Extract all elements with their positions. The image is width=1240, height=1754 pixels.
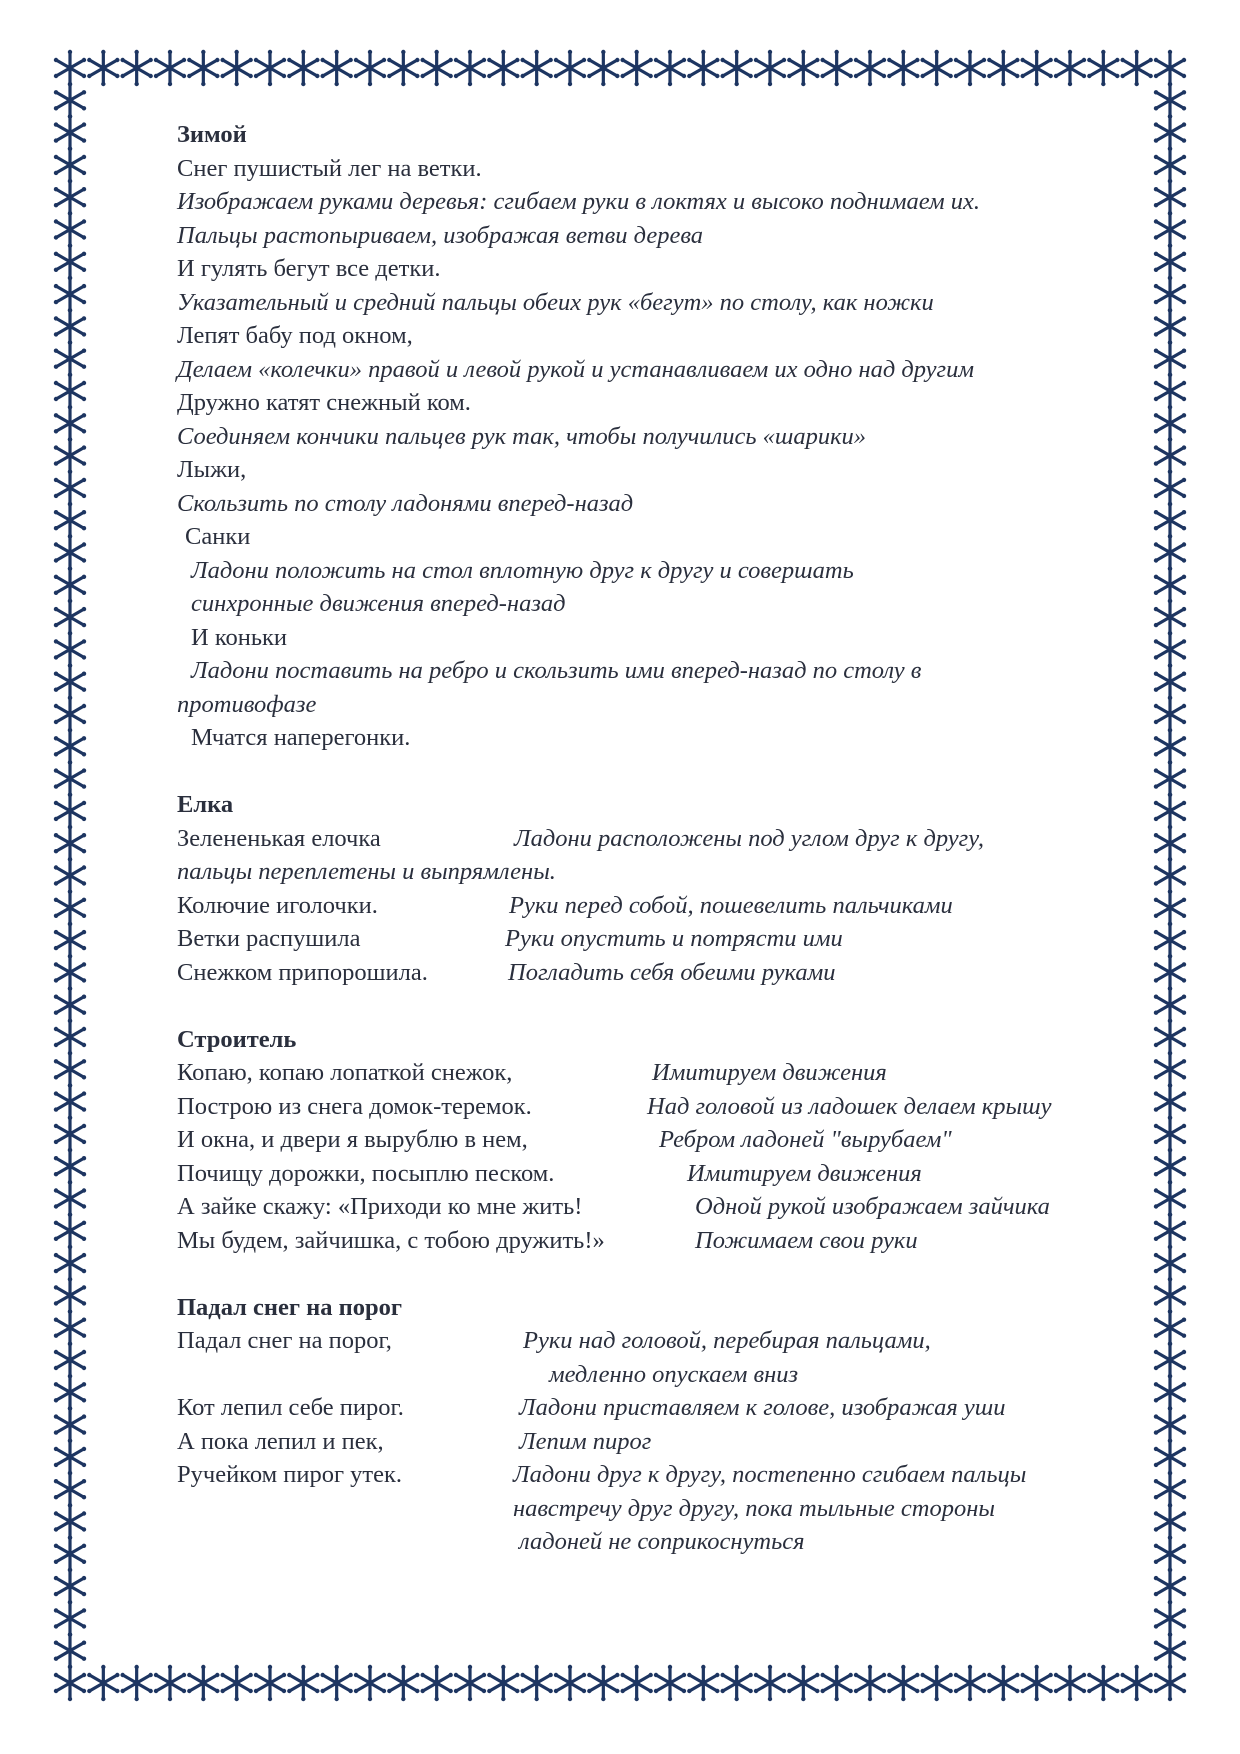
snowflake-icon [54, 987, 86, 1023]
snowflake-icon [487, 50, 519, 86]
snowflake-icon [54, 664, 86, 700]
snowflake-icon [54, 534, 86, 570]
snowflake-icon [654, 1665, 686, 1701]
snowflake-icon [654, 50, 686, 86]
verse-text: И окна, и двери я вырублю в нем, [177, 1126, 528, 1153]
snowflake-icon [54, 1633, 86, 1669]
snowflake-icon [520, 50, 552, 86]
snowflake-icon [54, 1019, 86, 1055]
verse-row [177, 1157, 1177, 1191]
snowflake-icon [387, 50, 419, 86]
snowflake-icon [54, 502, 86, 538]
verse-text: Построю из снега домок-теремок. [177, 1092, 532, 1120]
snowflake-icon [54, 599, 86, 635]
snowflake-icon [1154, 1633, 1186, 1669]
action-line: синхронные движения вперед-назад [191, 590, 566, 617]
verse-action: Над головой из ладошек делаем крышу [647, 1092, 1052, 1120]
snowflake-icon [54, 760, 86, 796]
snowflake-icon [54, 1665, 86, 1701]
verse-action: пальцы переплетены и выпрямлены. [177, 858, 556, 885]
section-title-zimoy: Зимой [177, 121, 247, 148]
snowflake-icon [420, 1665, 452, 1701]
document-content [177, 118, 1177, 1559]
snowflake-icon [820, 1665, 852, 1701]
snowflake-icon [54, 1342, 86, 1378]
snowflake-icon [154, 50, 186, 86]
snowflake-icon [1020, 1665, 1052, 1701]
snowflake-icon [1120, 50, 1152, 86]
action-line: Указательный и средний пальцы обеих рук «бегут» по столу, как ножки [177, 288, 934, 316]
verse-row [177, 889, 1177, 923]
verse-row [177, 1056, 1177, 1090]
verse-row [177, 1324, 1177, 1358]
snowflake-icon [387, 1665, 419, 1701]
snowflake-icon [454, 50, 486, 86]
snowflake-icon [920, 50, 952, 86]
snowflake-icon [854, 1665, 886, 1701]
snowflake-icon [1087, 50, 1119, 86]
snowflake-icon [954, 50, 986, 86]
action-line: Соединяем кончики пальцев рук так, чтобы получились «шарики» [177, 422, 867, 450]
snowflake-icon [54, 1051, 86, 1087]
snowflake-icon [320, 1665, 352, 1701]
verse-line: И гулять бегут все детки. [177, 255, 441, 282]
snowflake-icon [220, 1665, 252, 1701]
snowflake-icon [520, 1665, 552, 1701]
snowflake-icon [587, 1665, 619, 1701]
verse-row [177, 1458, 1177, 1492]
snowflake-icon [987, 1665, 1019, 1701]
snowflake-icon [54, 244, 86, 280]
snowflake-icon [54, 857, 86, 893]
snowflake-icon [54, 825, 86, 861]
snowflake-icon [720, 50, 752, 86]
snowflake-icon [154, 1665, 186, 1701]
snowflake-icon [587, 50, 619, 86]
snowflake-icon [1054, 50, 1086, 86]
snowflake-icon [254, 50, 286, 86]
verse-action: Погладить себя обеими руками [508, 958, 836, 986]
verse-text: А пока лепил и пек, [177, 1427, 384, 1455]
section-title-padal: Падал снег на порог [177, 1293, 403, 1321]
snowflake-icon [54, 211, 86, 247]
snowflake-icon [54, 1180, 86, 1216]
verse-text: Снежком припорошила. [177, 958, 428, 986]
snowflake-icon [620, 50, 652, 86]
verse-row [177, 1123, 1177, 1157]
snowflake-icon [54, 1406, 86, 1442]
snowflake-icon [54, 1568, 86, 1604]
verse-row [177, 1358, 1177, 1392]
snowflake-icon [54, 728, 86, 764]
snowflake-icon [54, 114, 86, 150]
verse-line: И коньки [191, 623, 288, 651]
verse-action: Руки над головой, перебирая пальцами, [523, 1327, 931, 1354]
snowflake-icon [487, 1665, 519, 1701]
action-line: Изображаем руками деревья: сгибаем руки в локтях и высоко поднимаем их. [177, 188, 981, 215]
snowflake-icon [87, 1665, 119, 1701]
snowflake-icon [54, 1213, 86, 1249]
snowflake-icon [1154, 1665, 1186, 1701]
verse-text: А зайке скажу: «Приходи ко мне жить! [177, 1193, 583, 1220]
verse-line: Лепят бабу под окном, [177, 322, 413, 349]
snowflake-icon [54, 405, 86, 441]
snowflake-icon [87, 50, 119, 86]
snowflake-icon [720, 1665, 752, 1701]
section-title-elka: Елка [177, 791, 234, 818]
action-line: Ладони поставить на ребро и скользить ими вперед-назад по столу в [191, 657, 922, 684]
verse-action: ладоней не соприкоснуться [519, 1528, 805, 1555]
snowflake-icon [954, 1665, 986, 1701]
snowflake-icon [687, 1665, 719, 1701]
snowflake-icon [187, 50, 219, 86]
snowflake-icon [754, 1665, 786, 1701]
snowflake-icon [54, 1600, 86, 1636]
snowflake-icon [54, 179, 86, 215]
snowflake-icon [54, 1503, 86, 1539]
snowflake-icon [54, 954, 86, 990]
snowflake-icon [54, 793, 86, 829]
verse-action: медленно опускаем вниз [549, 1360, 799, 1388]
section-title-stroitel: Строитель [177, 1025, 297, 1053]
snowflake-icon [287, 1665, 319, 1701]
section-stroitel [177, 1023, 1177, 1258]
snowflake-icon [54, 1245, 86, 1281]
snowflake-icon [254, 1665, 286, 1701]
snowflake-icon [54, 1374, 86, 1410]
verse-action: Ладони друг к другу, постепенно сгибаем пальцы [513, 1461, 1027, 1488]
verse-line: Лыжи, [177, 456, 247, 483]
snowflake-icon [54, 567, 86, 603]
action-line: Скользить по столу ладонями вперед-назад [177, 489, 634, 517]
snowflake-icon [820, 50, 852, 86]
verse-text: Ветки распушила [177, 925, 361, 952]
action-line: Делаем «колечки» правой и левой рукой и устанавливаем их одно над другим [177, 355, 975, 383]
verse-row [177, 1224, 1177, 1258]
verse-text: Мы будем, зайчишка, с тобою дружить!» [177, 1226, 605, 1254]
section-padal [177, 1291, 1177, 1559]
verse-line: Санки [185, 523, 251, 550]
snowflake-icon [54, 437, 86, 473]
snowflake-icon [54, 470, 86, 506]
verse-row [177, 1525, 1177, 1559]
snowflake-icon [1120, 1665, 1152, 1701]
snowflake-icon [1154, 1600, 1186, 1636]
verse-action: Пожимаем свои руки [695, 1226, 918, 1254]
verse-line: Снег пушистый лег на ветки. [177, 154, 482, 182]
action-line: Пальцы растопыриваем, изображая ветви дерева [177, 221, 704, 249]
verse-text: Почищу дорожки, посыплю песком. [177, 1159, 555, 1187]
verse-line: Дружно катят снежный ком. [177, 389, 471, 416]
snowflake-icon [54, 1116, 86, 1152]
snowflake-icon [1020, 50, 1052, 86]
snowflake-icon [787, 1665, 819, 1701]
verse-text: Зелененькая елочка [177, 824, 381, 852]
snowflake-icon [354, 1665, 386, 1701]
snowflake-icon [54, 373, 86, 409]
snowflake-icon [787, 50, 819, 86]
snowflake-icon [54, 1148, 86, 1184]
snowflake-icon [287, 50, 319, 86]
snowflake-icon [354, 50, 386, 86]
snowflake-icon [54, 276, 86, 312]
snowflake-icon [987, 50, 1019, 86]
snowflake-icon [554, 1665, 586, 1701]
verse-row [177, 855, 1177, 889]
verse-line: Мчатся наперегонки. [191, 724, 411, 751]
snowflake-icon [754, 50, 786, 86]
snowflake-icon [1154, 50, 1186, 86]
verse-action: навстречу друг другу, пока тыльные стороны [513, 1494, 995, 1522]
verse-action: Ребром ладоней "вырубаем" [659, 1126, 952, 1153]
action-line: Ладони положить на стол вплотную друг к другу и совершать [191, 556, 854, 584]
verse-text: Колючие иголочки. [177, 891, 378, 919]
verse-row [177, 922, 1177, 956]
verse-row [177, 956, 1177, 990]
snowflake-icon [54, 1277, 86, 1313]
verse-row [177, 822, 1177, 856]
verse-row [177, 1391, 1177, 1425]
snowflake-icon [54, 341, 86, 377]
snowflake-icon [54, 631, 86, 667]
snowflake-icon [120, 50, 152, 86]
section-zimoy [177, 118, 1177, 755]
snowflake-icon [54, 1471, 86, 1507]
snowflake-icon [854, 50, 886, 86]
verse-action: Одной рукой изображаем зайчика [695, 1193, 1050, 1220]
verse-text: Ручейком пирог утек. [177, 1461, 403, 1488]
snowflake-icon [1154, 1568, 1186, 1604]
snowflake-icon [54, 82, 86, 118]
section-elka [177, 788, 1177, 989]
snowflake-icon [920, 1665, 952, 1701]
snowflake-icon [320, 50, 352, 86]
snowflake-icon [54, 1439, 86, 1475]
snowflake-icon [887, 50, 919, 86]
action-line: противофазе [177, 690, 317, 718]
snowflake-icon [887, 1665, 919, 1701]
snowflake-icon [687, 50, 719, 86]
snowflake-icon [54, 308, 86, 344]
verse-action: Руки опустить и потрясти ими [505, 925, 843, 952]
snowflake-icon [54, 922, 86, 958]
snowflake-icon [54, 147, 86, 183]
snowflake-icon [120, 1665, 152, 1701]
snowflake-icon [54, 890, 86, 926]
snowflake-icon [1154, 82, 1186, 118]
snowflake-icon [420, 50, 452, 86]
verse-action: Имитируем движения [652, 1059, 887, 1086]
verse-row [177, 1425, 1177, 1459]
snowflake-icon [54, 50, 86, 86]
verse-text: Копаю, копаю лопаткой снежок, [177, 1059, 513, 1086]
verse-action: Руки перед собой, пошевелить пальчиками [509, 891, 953, 919]
snowflake-icon [1087, 1665, 1119, 1701]
snowflake-icon [454, 1665, 486, 1701]
verse-row [177, 1492, 1177, 1526]
snowflake-icon [620, 1665, 652, 1701]
snowflake-icon [54, 1083, 86, 1119]
snowflake-icon [54, 1536, 86, 1572]
verse-action: Имитируем движения [687, 1159, 922, 1187]
verse-action: Ладони расположены под углом друг к другу, [514, 824, 984, 852]
snowflake-icon [54, 696, 86, 732]
verse-text: Падал снег на порог, [177, 1327, 392, 1354]
verse-action: Лепим пирог [519, 1427, 652, 1455]
snowflake-icon [1054, 1665, 1086, 1701]
verse-row [177, 1190, 1177, 1224]
snowflake-icon [220, 50, 252, 86]
snowflake-icon [554, 50, 586, 86]
verse-row [177, 1090, 1177, 1124]
snowflake-icon [187, 1665, 219, 1701]
verse-text: Кот лепил себе пирог. [177, 1394, 404, 1421]
snowflake-icon [54, 1310, 86, 1346]
verse-action: Ладони приставляем к голове, изображая уши [519, 1394, 1006, 1421]
